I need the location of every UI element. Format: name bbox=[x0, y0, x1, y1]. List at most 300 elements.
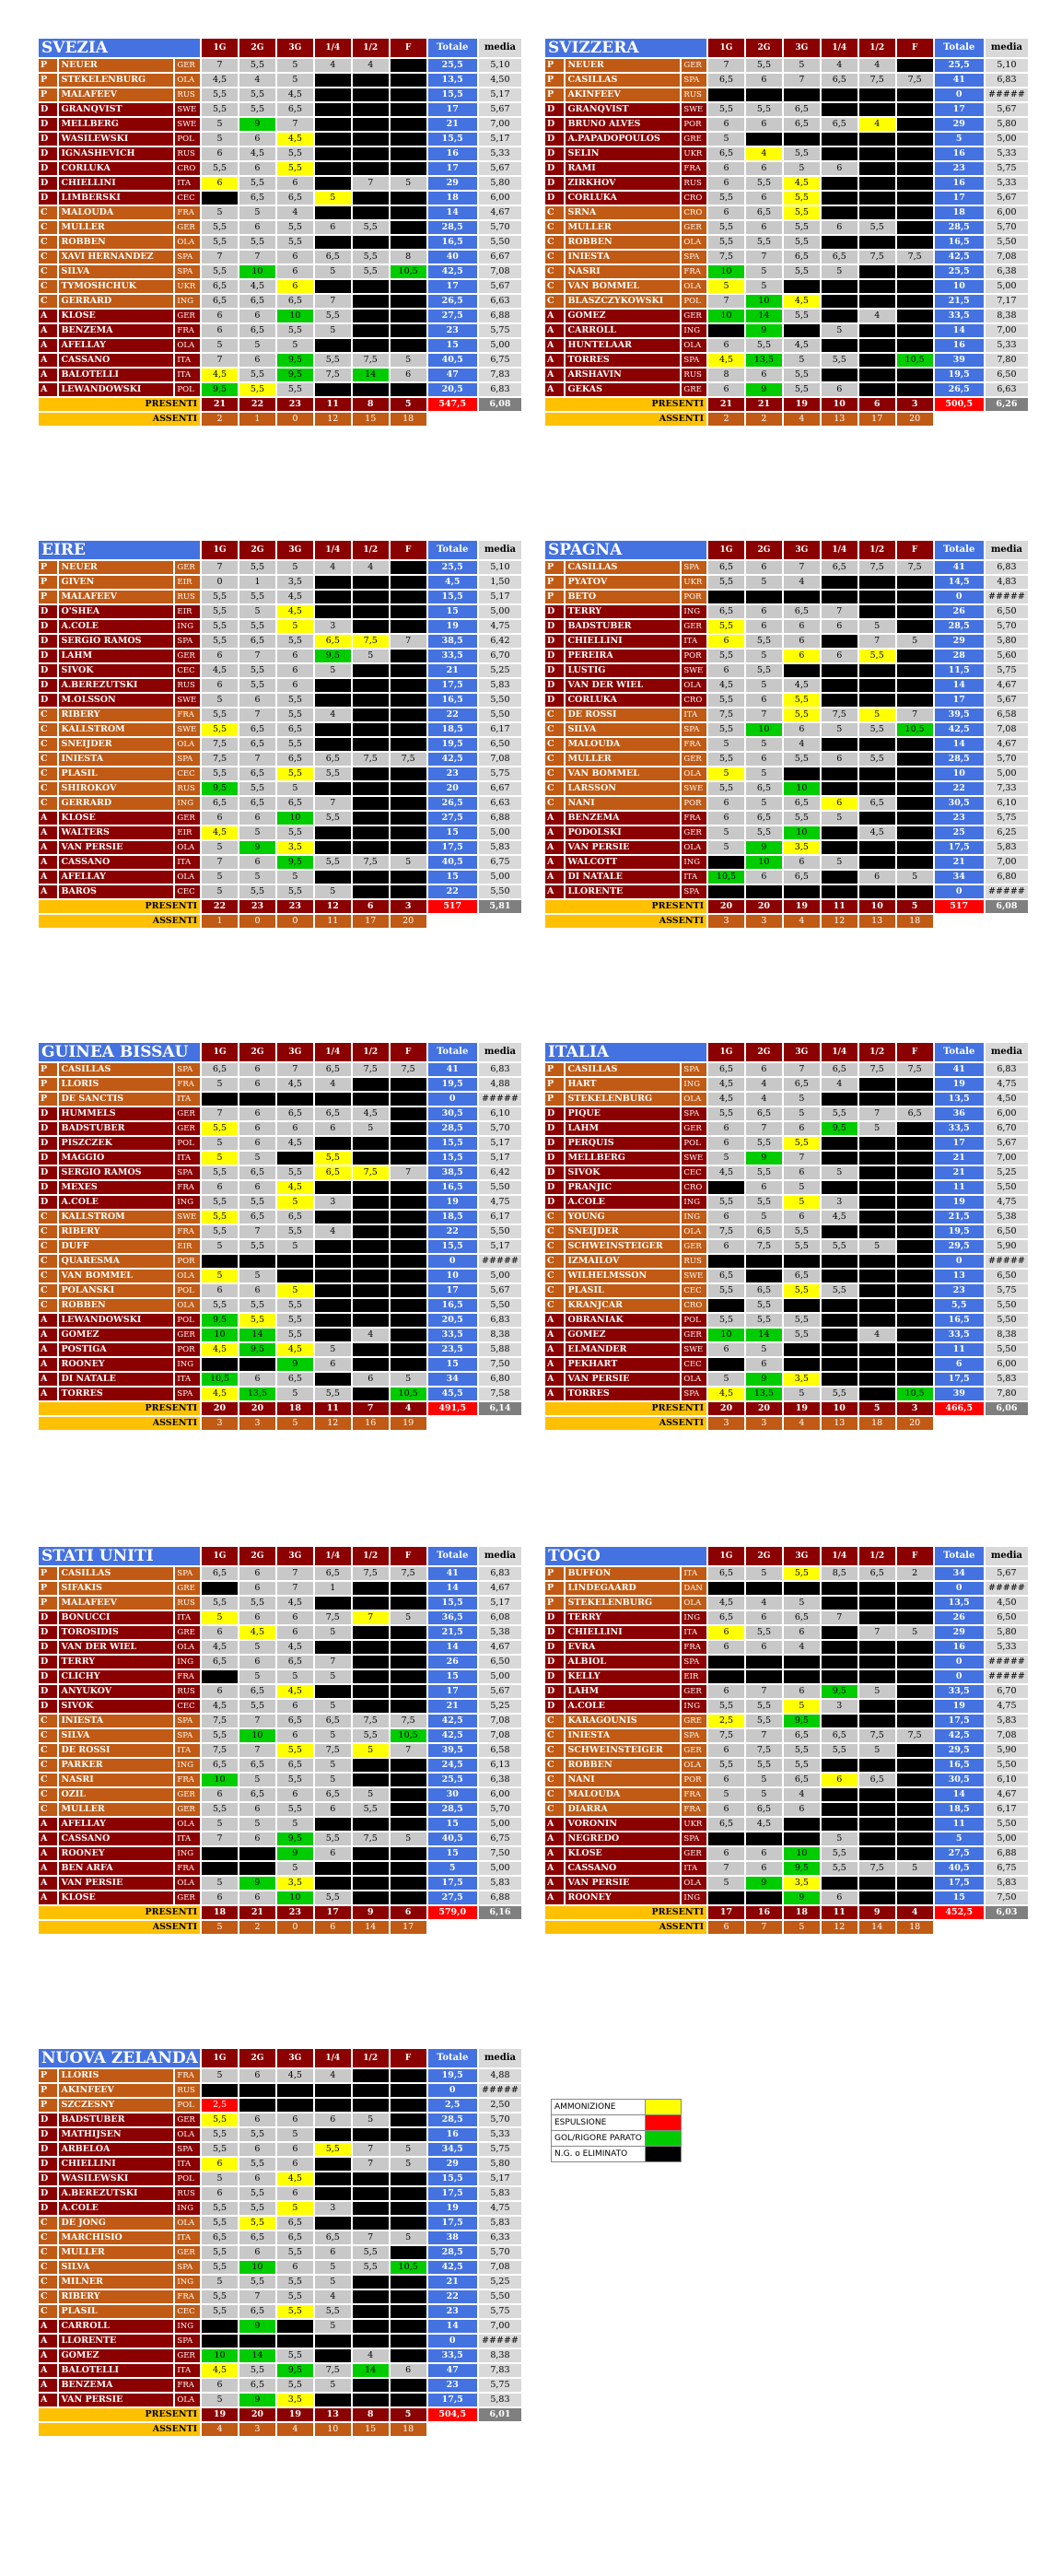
score-cell: 6,5 bbox=[277, 1211, 313, 1224]
player-name: TERRY bbox=[566, 1611, 680, 1624]
score-cell bbox=[897, 280, 933, 293]
score-cell: 3 bbox=[315, 2202, 351, 2215]
presenti-row bbox=[39, 1402, 521, 1415]
player-role: A bbox=[39, 1818, 57, 1831]
score-cell: 4 bbox=[859, 1329, 895, 1341]
player-name: M.OLSSON bbox=[59, 694, 173, 707]
player-total: 41 bbox=[935, 561, 984, 574]
score-cell bbox=[353, 885, 389, 898]
player-row bbox=[39, 147, 521, 160]
player-name: NEUER bbox=[59, 59, 173, 72]
player-average: 6,63 bbox=[479, 295, 521, 308]
player-nation: GER bbox=[175, 2246, 200, 2259]
legend-label: ESPULSIONE bbox=[552, 2115, 646, 2131]
player-name: VAN PERSIE bbox=[59, 1877, 173, 1890]
player-name: PERQUIS bbox=[566, 1137, 680, 1150]
score-cell: 4,5 bbox=[746, 1818, 782, 1831]
score-cell bbox=[315, 1641, 351, 1654]
player-average: 5,50 bbox=[479, 2290, 521, 2303]
player-nation: ING bbox=[682, 1196, 706, 1209]
player-name: INIESTA bbox=[566, 1729, 680, 1742]
player-average: 6,00 bbox=[479, 1788, 521, 1801]
assenti-count: 12 bbox=[822, 1921, 858, 1934]
player-row bbox=[39, 1211, 521, 1224]
score-cell: 7 bbox=[277, 118, 313, 131]
score-cell: 5,5 bbox=[277, 147, 313, 160]
presenti-count: 21 bbox=[708, 398, 744, 411]
player-row bbox=[545, 885, 1028, 898]
score-cell bbox=[859, 1759, 895, 1772]
score-cell bbox=[859, 1715, 895, 1727]
player-average: 6,58 bbox=[986, 708, 1028, 721]
player-role: C bbox=[39, 265, 57, 278]
player-role: C bbox=[39, 708, 57, 721]
player-row bbox=[39, 2217, 521, 2230]
score-cell bbox=[784, 1255, 820, 1268]
player-nation: FRA bbox=[175, 1862, 200, 1875]
score-cell: 6,5 bbox=[708, 1063, 744, 1076]
player-role: D bbox=[545, 1137, 564, 1150]
score-cell: 5 bbox=[202, 2172, 238, 2185]
player-average: 5,00 bbox=[479, 1818, 521, 1831]
player-total: 28 bbox=[935, 650, 984, 662]
score-cell bbox=[391, 1685, 426, 1698]
score-cell: 6,5 bbox=[315, 635, 351, 648]
player-row bbox=[545, 251, 1028, 263]
player-row bbox=[545, 236, 1028, 249]
score-cell: 6,5 bbox=[859, 1774, 895, 1786]
player-nation: FRA bbox=[175, 2379, 200, 2392]
player-role: C bbox=[545, 1240, 564, 1253]
score-cell: 4 bbox=[353, 1329, 389, 1341]
score-cell: 6 bbox=[239, 1611, 275, 1624]
presenti-row bbox=[545, 398, 1028, 411]
totale-header: Totale bbox=[935, 541, 984, 559]
player-average: ##### bbox=[479, 2084, 521, 2097]
score-cell: 2,5 bbox=[708, 1715, 744, 1727]
score-cell: 5 bbox=[315, 664, 351, 677]
player-total: 23 bbox=[935, 812, 984, 825]
player-total: 16,5 bbox=[935, 1759, 984, 1772]
player-name: MILNER bbox=[59, 2276, 173, 2289]
score-cell bbox=[353, 1358, 389, 1371]
player-total: 17,5 bbox=[935, 1373, 984, 1386]
score-cell: 5,5 bbox=[202, 265, 238, 278]
score-cell bbox=[391, 1299, 426, 1312]
score-cell: 6 bbox=[277, 265, 313, 278]
column-header: F bbox=[897, 1547, 933, 1565]
player-nation: CEC bbox=[175, 767, 200, 780]
score-cell: 9 bbox=[239, 2394, 275, 2406]
player-name: DI NATALE bbox=[59, 1373, 173, 1386]
player-nation: GRE bbox=[682, 133, 706, 146]
score-cell: 6,5 bbox=[708, 561, 744, 574]
score-cell bbox=[391, 2276, 426, 2289]
player-name: KARAGOUNIS bbox=[566, 1715, 680, 1727]
player-nation: ITA bbox=[175, 1373, 200, 1386]
player-row bbox=[39, 354, 521, 367]
team-average: 5,81 bbox=[479, 900, 521, 913]
score-cell: 5,5 bbox=[277, 694, 313, 707]
player-average: 5,00 bbox=[986, 1832, 1028, 1845]
player-name: LLORENTE bbox=[566, 885, 680, 898]
column-header: 1/4 bbox=[315, 39, 351, 57]
player-name: OZIL bbox=[59, 1788, 173, 1801]
assenti-count: 4 bbox=[784, 1417, 820, 1430]
score-cell bbox=[859, 591, 895, 603]
player-average: 6,83 bbox=[479, 1063, 521, 1076]
score-cell bbox=[391, 2305, 426, 2318]
score-cell: 6 bbox=[239, 1181, 275, 1194]
player-nation: ITA bbox=[175, 2158, 200, 2171]
column-header: F bbox=[391, 541, 426, 559]
score-cell bbox=[897, 1358, 933, 1371]
score-cell: 5,5 bbox=[202, 1196, 238, 1209]
legend-row bbox=[552, 2147, 682, 2162]
score-cell: 7,5 bbox=[353, 354, 389, 367]
player-role: D bbox=[545, 1641, 564, 1654]
score-cell bbox=[822, 1788, 858, 1801]
score-cell bbox=[391, 1137, 426, 1150]
score-cell bbox=[353, 2187, 389, 2200]
player-nation: ING bbox=[175, 1196, 200, 1209]
player-total: 33,5 bbox=[428, 1329, 477, 1341]
score-cell: 6 bbox=[784, 1626, 820, 1639]
score-cell bbox=[353, 871, 389, 884]
player-average: 5,50 bbox=[479, 694, 521, 707]
player-total: 27,5 bbox=[428, 1891, 477, 1904]
score-cell: 5,5 bbox=[784, 147, 820, 160]
score-cell: 5 bbox=[859, 620, 895, 633]
score-cell bbox=[391, 1270, 426, 1282]
score-cell: 9,5 bbox=[784, 1715, 820, 1727]
player-role: C bbox=[39, 1774, 57, 1786]
score-cell: 5,5 bbox=[746, 339, 782, 352]
player-total: 14 bbox=[935, 1788, 984, 1801]
player-role: D bbox=[39, 2202, 57, 2215]
score-cell bbox=[897, 812, 933, 825]
score-cell: 13,5 bbox=[746, 1388, 782, 1400]
score-cell: 5,5 bbox=[239, 1700, 275, 1713]
score-cell bbox=[897, 88, 933, 101]
assenti-count: 4 bbox=[202, 2423, 238, 2436]
player-total: 29 bbox=[935, 1626, 984, 1639]
player-total: 26 bbox=[935, 605, 984, 618]
score-cell: 5 bbox=[277, 782, 313, 795]
player-name: LAHM bbox=[59, 650, 173, 662]
player-average: 4,75 bbox=[479, 620, 521, 633]
player-row bbox=[39, 738, 521, 751]
score-cell: 4,5 bbox=[239, 1626, 275, 1639]
score-cell bbox=[746, 1832, 782, 1845]
player-total: 28,5 bbox=[935, 620, 984, 633]
score-cell: 4,5 bbox=[202, 74, 238, 87]
score-cell: 7 bbox=[859, 1626, 895, 1639]
player-nation: GER bbox=[175, 1803, 200, 1816]
score-cell: 6,5 bbox=[277, 2231, 313, 2244]
player-name: GOMEZ bbox=[59, 1329, 173, 1341]
player-average: 5,00 bbox=[479, 871, 521, 884]
score-cell: 5 bbox=[277, 1284, 313, 1297]
score-cell: 5,5 bbox=[202, 635, 238, 648]
score-cell bbox=[897, 339, 933, 352]
player-role: P bbox=[39, 1078, 57, 1091]
presenti-count: 5 bbox=[897, 900, 933, 913]
score-cell: 6,5 bbox=[784, 118, 820, 131]
player-row bbox=[545, 1818, 1028, 1831]
player-average: 6,13 bbox=[479, 1759, 521, 1772]
score-cell bbox=[391, 1788, 426, 1801]
score-cell: 5 bbox=[822, 1166, 858, 1179]
player-role: D bbox=[39, 192, 57, 205]
score-cell: 6,5 bbox=[315, 1788, 351, 1801]
score-cell: 5 bbox=[784, 162, 820, 175]
score-cell bbox=[822, 133, 858, 146]
player-average: 5,83 bbox=[479, 2217, 521, 2230]
column-header: 2G bbox=[239, 541, 275, 559]
score-cell bbox=[391, 1196, 426, 1209]
player-role: P bbox=[39, 576, 57, 589]
score-cell: 5 bbox=[897, 1862, 933, 1875]
score-cell bbox=[822, 738, 858, 751]
player-total: 11,5 bbox=[935, 664, 984, 677]
score-cell: 9,5 bbox=[822, 1122, 858, 1135]
score-cell: 6,5 bbox=[784, 1729, 820, 1742]
presenti-label: PRESENTI bbox=[39, 1402, 200, 1415]
player-role: C bbox=[545, 1729, 564, 1742]
presenti-count: 18 bbox=[202, 1906, 238, 1919]
assenti-count: 2 bbox=[239, 1921, 275, 1934]
player-name: A.COLE bbox=[566, 1196, 680, 1209]
column-header: 1G bbox=[708, 1547, 744, 1565]
score-cell bbox=[315, 871, 351, 884]
score-cell: 5 bbox=[897, 871, 933, 884]
column-header: 1/2 bbox=[353, 1547, 389, 1565]
score-cell bbox=[353, 620, 389, 633]
score-cell: 6 bbox=[708, 1685, 744, 1698]
score-cell bbox=[315, 206, 351, 219]
player-row bbox=[545, 1626, 1028, 1639]
player-name: BAROS bbox=[59, 885, 173, 898]
player-role: C bbox=[39, 236, 57, 249]
player-name: CARROLL bbox=[566, 324, 680, 337]
score-cell: 6 bbox=[202, 812, 238, 825]
player-role: D bbox=[545, 1166, 564, 1179]
score-cell bbox=[859, 1343, 895, 1356]
score-cell bbox=[353, 2069, 389, 2082]
score-cell: 4,5 bbox=[239, 147, 275, 160]
score-cell bbox=[391, 2394, 426, 2406]
score-cell: 10 bbox=[708, 265, 744, 278]
player-role: D bbox=[545, 1196, 564, 1209]
player-row bbox=[39, 2187, 521, 2200]
score-cell bbox=[784, 324, 820, 337]
player-nation: POL bbox=[175, 1137, 200, 1150]
player-total: 15,5 bbox=[428, 591, 477, 603]
player-name: TORRES bbox=[566, 1388, 680, 1400]
player-row bbox=[39, 133, 521, 146]
score-cell bbox=[353, 1877, 389, 1890]
player-average: ##### bbox=[479, 1255, 521, 1268]
score-cell: 5 bbox=[202, 1818, 238, 1831]
player-row bbox=[545, 650, 1028, 662]
assenti-label: ASSENTI bbox=[39, 2423, 200, 2436]
score-cell bbox=[353, 147, 389, 160]
score-cell bbox=[708, 1670, 744, 1683]
score-cell: 6 bbox=[708, 339, 744, 352]
score-cell bbox=[391, 2099, 426, 2112]
score-cell: 5,5 bbox=[277, 1225, 313, 1238]
player-row bbox=[545, 1597, 1028, 1610]
player-average: 6,70 bbox=[479, 650, 521, 662]
score-cell bbox=[859, 1582, 895, 1595]
column-header: 1G bbox=[708, 1043, 744, 1061]
score-cell: 6,5 bbox=[822, 1063, 858, 1076]
assenti-row bbox=[39, 2423, 521, 2436]
score-cell: 10 bbox=[784, 826, 820, 839]
player-average: 6,33 bbox=[479, 2231, 521, 2244]
score-cell: 7 bbox=[859, 1107, 895, 1120]
player-role: C bbox=[545, 1803, 564, 1816]
player-row bbox=[39, 324, 521, 337]
assenti-count: 5 bbox=[277, 1417, 313, 1430]
player-row bbox=[545, 1255, 1028, 1268]
media-header: media bbox=[479, 1547, 521, 1565]
score-cell: 7 bbox=[784, 561, 820, 574]
player-role: C bbox=[545, 1744, 564, 1757]
score-cell: 6,5 bbox=[859, 1567, 895, 1580]
header-row bbox=[545, 1547, 1028, 1565]
score-cell bbox=[708, 1656, 744, 1669]
score-cell: 6,5 bbox=[708, 605, 744, 618]
score-cell: 6 bbox=[315, 221, 351, 234]
player-row bbox=[545, 1343, 1028, 1356]
presenti-label: PRESENTI bbox=[545, 1906, 706, 1919]
score-cell bbox=[391, 295, 426, 308]
score-cell: 5 bbox=[202, 841, 238, 854]
player-average: 4,75 bbox=[479, 1196, 521, 1209]
assenti-label: ASSENTI bbox=[39, 915, 200, 928]
score-cell: 5,5 bbox=[859, 753, 895, 766]
player-name: SCHWEINSTEIGER bbox=[566, 1744, 680, 1757]
score-cell: 5,5 bbox=[822, 1862, 858, 1875]
player-row bbox=[545, 133, 1028, 146]
score-cell: 6,5 bbox=[708, 1611, 744, 1624]
player-row bbox=[39, 1181, 521, 1194]
score-cell: 6 bbox=[784, 723, 820, 736]
score-cell: 7 bbox=[202, 59, 238, 72]
score-cell: 7,5 bbox=[202, 753, 238, 766]
score-cell: 10 bbox=[202, 1774, 238, 1786]
score-cell: 5,5 bbox=[239, 664, 275, 677]
player-total: 25,5 bbox=[935, 265, 984, 278]
score-cell bbox=[391, 650, 426, 662]
score-cell: 10 bbox=[784, 1847, 820, 1860]
score-cell: 7,5 bbox=[391, 1063, 426, 1076]
column-header: 1G bbox=[202, 2049, 238, 2067]
player-role: A bbox=[39, 2394, 57, 2406]
score-cell bbox=[391, 206, 426, 219]
score-cell: 6 bbox=[239, 694, 275, 707]
score-cell bbox=[859, 1255, 895, 1268]
player-role: C bbox=[545, 1270, 564, 1282]
player-role: D bbox=[545, 192, 564, 205]
player-row bbox=[39, 723, 521, 736]
presenti-count: 21 bbox=[746, 398, 782, 411]
column-header: 1/4 bbox=[822, 1547, 858, 1565]
player-average: 7,00 bbox=[986, 856, 1028, 869]
score-cell bbox=[391, 812, 426, 825]
player-role: D bbox=[39, 1611, 57, 1624]
player-row bbox=[39, 118, 521, 131]
score-cell: 6 bbox=[746, 1611, 782, 1624]
score-cell bbox=[202, 1255, 238, 1268]
score-cell bbox=[315, 2099, 351, 2112]
player-total: 15,5 bbox=[428, 1137, 477, 1150]
score-cell: 5,5 bbox=[202, 1166, 238, 1179]
player-nation: POR bbox=[682, 118, 706, 131]
score-cell bbox=[391, 2217, 426, 2230]
player-nation: ING bbox=[175, 2320, 200, 2333]
score-cell: 6,5 bbox=[277, 103, 313, 116]
score-cell bbox=[897, 1774, 933, 1786]
score-cell: 5 bbox=[239, 1774, 275, 1786]
score-cell: 4 bbox=[859, 310, 895, 322]
player-row bbox=[39, 1314, 521, 1327]
player-role: C bbox=[39, 753, 57, 766]
player-role: D bbox=[545, 1656, 564, 1669]
presenti-count: 5 bbox=[859, 1402, 895, 1415]
player-nation: OLA bbox=[682, 1373, 706, 1386]
score-cell bbox=[391, 1759, 426, 1772]
player-nation: FRA bbox=[682, 162, 706, 175]
score-cell: 7,5 bbox=[822, 708, 858, 721]
player-nation: FRA bbox=[175, 1225, 200, 1238]
player-role: A bbox=[39, 1314, 57, 1327]
score-cell: 5,5 bbox=[822, 1847, 858, 1860]
player-role: D bbox=[39, 2113, 57, 2126]
score-cell bbox=[822, 1670, 858, 1683]
score-cell bbox=[859, 1611, 895, 1624]
score-cell bbox=[391, 708, 426, 721]
player-name: CASSANO bbox=[59, 354, 173, 367]
score-cell: 6 bbox=[859, 871, 895, 884]
assenti-count: 12 bbox=[315, 1417, 351, 1430]
player-name: CASILLAS bbox=[566, 74, 680, 87]
player-total: 15 bbox=[428, 605, 477, 618]
player-role: A bbox=[39, 841, 57, 854]
player-total: 21 bbox=[935, 1152, 984, 1165]
score-cell: 6,5 bbox=[239, 738, 275, 751]
score-cell bbox=[353, 1582, 389, 1595]
player-row bbox=[545, 1299, 1028, 1312]
player-average: 5,80 bbox=[479, 177, 521, 190]
score-cell: 6 bbox=[784, 650, 820, 662]
player-nation: GER bbox=[682, 1122, 706, 1135]
score-cell: 5,5 bbox=[277, 1314, 313, 1327]
player-name: KLOSE bbox=[59, 1891, 173, 1904]
score-cell: 7 bbox=[239, 251, 275, 263]
player-name: DE SANCTIS bbox=[59, 1093, 173, 1106]
score-cell bbox=[859, 177, 895, 190]
score-cell: 5 bbox=[315, 1626, 351, 1639]
presenti-row bbox=[545, 900, 1028, 913]
player-name: MELLBERG bbox=[59, 118, 173, 131]
player-role: A bbox=[39, 1877, 57, 1890]
player-name: DE JONG bbox=[59, 2217, 173, 2230]
score-cell bbox=[897, 265, 933, 278]
player-name: CORLUKA bbox=[59, 162, 173, 175]
